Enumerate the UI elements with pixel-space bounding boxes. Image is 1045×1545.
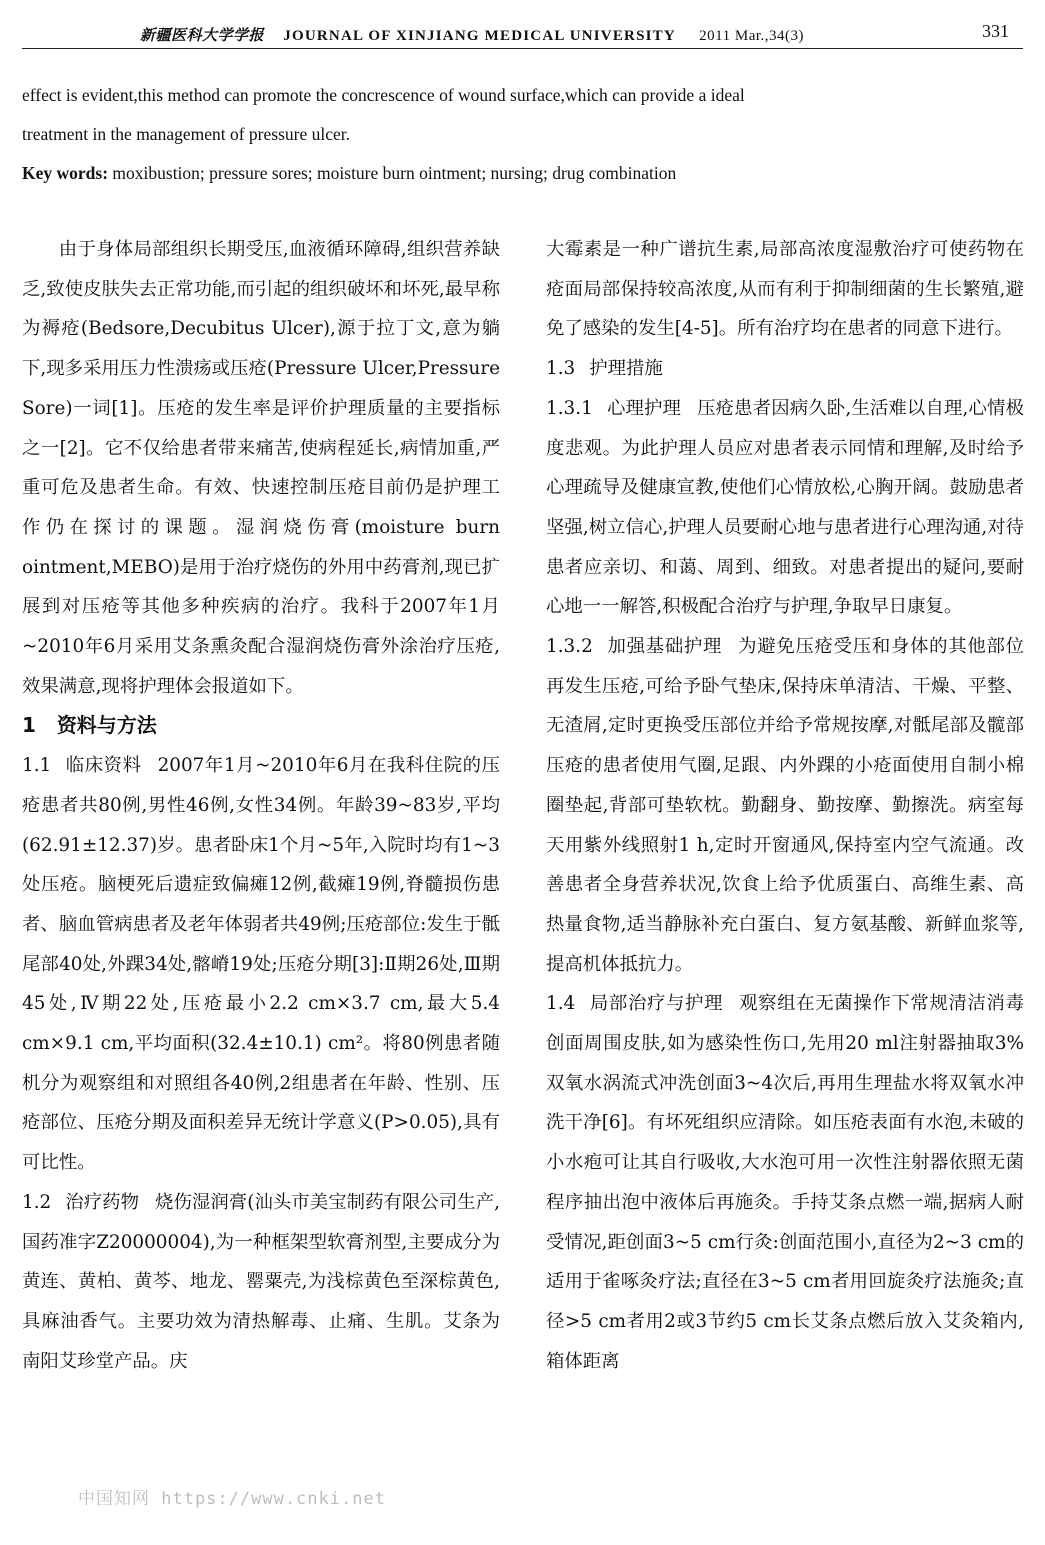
left-column bbox=[22, 230, 500, 1381]
section-1-heading bbox=[22, 706, 500, 746]
keywords bbox=[22, 154, 1027, 193]
subsection-text: 烧伤湿润膏(汕头市美宝制药有限公司生产,国药准字Z20000004),为一种框架型软膏剂型,主要成分为黄连、黄柏、黄芩、地龙、罂粟壳,为浅棕黄色至深棕黄色,具麻油香气。主要功效为清热解毒、止痛、生肌。艾条为南阳艾珍堂产品。庆 bbox=[22, 1191, 500, 1372]
subsection-title: 护理措施 bbox=[589, 358, 663, 380]
subsection-1-2 bbox=[22, 1183, 500, 1382]
subsection-text: 2007年1月~2010年6月在我科住院的压疮患者共80例,男性46例,女性34例。年龄39~83岁,平均(62.91±12.37)岁。患者卧床1个月~5年,入院时均有1~3处压疮。脑梗死后遗症致偏瘫12例,截瘫19例,脊髓损伤患者、脑血管病患者及老年体弱者共49例;压疮部位:发生于骶尾部40处,外踝34处,髂嵴19处;压疮分期[3]:Ⅱ期26处,Ⅲ期45处,Ⅳ期22处,压疮最小2.2 cm×3.7 cm,最大5.4 cm×9.1 cm,平均面积(32.4±10.1) cm²。将80例患者随机分为观察组和对照组各40例,2组患者在年龄、性别、压疮部位、压疮分期及面积差异无统计学意义(P>0.05),具有可比性。 bbox=[22, 755, 500, 1174]
keywords-text: moxibustion; pressure sores; moisture burn ointment; nursing; drug combination bbox=[108, 163, 677, 183]
subsection-number: 1.2 bbox=[22, 1191, 52, 1213]
running-header bbox=[22, 18, 1023, 49]
subsection-1-1 bbox=[22, 746, 500, 1183]
abstract-block bbox=[22, 76, 1027, 193]
subsection-title: 治疗药物 bbox=[65, 1191, 140, 1213]
section-title: 资料与方法 bbox=[56, 713, 157, 738]
journal-name-cn: 新疆医科大学学报 bbox=[140, 26, 265, 44]
subsection-number: 1.3.1 bbox=[546, 397, 593, 419]
abstract-line-2: treatment in the management of pressure ulcer. bbox=[22, 124, 350, 144]
subsection-1-3 bbox=[546, 349, 1024, 389]
right-column bbox=[546, 230, 1024, 1381]
subsection-1-3-1 bbox=[546, 389, 1024, 627]
subsection-text: 观察组在无菌操作下常规清洁消毒创面周围皮肤,如为感染性伤口,先用20 ml注射器抽取3%双氧水涡流式冲洗创面3~4次后,再用生理盐水将双氧水冲洗干净[6]。有坏死组织应清除。如压疮表面有水泡,未破的小水疱可让其自行吸收,大水泡可用一次性注射器依照无菌程序抽出泡中液体后再施灸。手持艾条点燃一端,据病人耐受情况,距创面3~5 cm行灸:创面范围小,直径为2~3 cm的适用于雀啄灸疗法;直径在3~5 cm者用回旋灸疗法施灸;直径>5 cm者用2或3节约5 cm长艾条点燃后放入艾灸箱内,箱体距离 bbox=[546, 993, 1024, 1372]
subsection-number: 1.1 bbox=[22, 755, 52, 777]
subsection-title: 心理护理 bbox=[606, 397, 682, 419]
section-number: 1 bbox=[22, 713, 36, 738]
subsection-text: 为避免压疮受压和身体的其他部位再发生压疮,可给予卧气垫床,保持床单清洁、干燥、平整、无渣屑,定时更换受压部位并给予常规按摩,对骶尾部及髋部压疮的患者使用气圈,足跟、内外踝的小疮面使用自制小棉圈垫起,背部可垫软枕。勤翻身、勤按摩、勤擦洗。病室每天用紫外线照射1 h,定时开窗通风,保持室内空气流通。改善患者全身营养状况,饮食上给予优质蛋白、高维生素、高热量食物,适当静脉补充白蛋白、复方氨基酸、新鲜血浆等,提高机体抵抗力。 bbox=[546, 636, 1024, 975]
intro-paragraph: 由于身体局部组织长期受压,血液循环障碍,组织营养缺乏,致使皮肤失去正常功能,而引起的组织破坏和坏死,最早称为褥疮(Bedsore,Decubitus Ulcer),源于拉丁文,意为躺下,现多采用压力性溃疡或压疮(Pressure Ulcer,Pressure Sore)一词[1]。压疮的发生率是评价护理质量的主要指标之一[2]。它不仅给患者带来痛苦,使病程延长,病情加重,严重可危及患者生命。有效、快速控制压疮目前仍是护理工作仍在探讨的课题。湿润烧伤膏(moisture burn ointment,MEBO)是用于治疗烧伤的外用中药膏剂,现已扩展到对压疮等其他多种疾病的治疗。我科于2007年1月~2010年6月采用艾条熏灸配合湿润烧伤膏外涂治疗压疮,效果满意,现将护理体会报道如下。 bbox=[22, 239, 501, 697]
abstract-line-1: effect is evident,this method can promote the concrescence of wound surface,which can provide a ideal bbox=[22, 85, 745, 105]
subsection-title: 加强基础护理 bbox=[606, 636, 723, 658]
journal-header bbox=[140, 24, 804, 45]
subsection-text: 压疮患者因病久卧,生活难以自理,心情极度悲观。为此护理人员应对患者表示同情和理解,及时给予心理疏导及健康宣教,使他们心情放松,心胸开阔。鼓励患者坚强,树立信心,护理人员要耐心地与患者进行心理沟通,对待患者应亲切、和蔼、周到、细致。对患者提出的疑问,要耐心地一一解答,积极配合治疗与护理,争取早日康复。 bbox=[546, 397, 1024, 618]
cnki-watermark: 中国知网 https://www.cnki.net bbox=[78, 1489, 386, 1509]
continued-paragraph: 大霉素是一种广谱抗生素,局部高浓度湿敷治疗可使药物在疮面局部保持较高浓度,从而有利于抑制细菌的生长繁殖,避免了感染的发生[4-5]。所有治疗均在患者的同意下进行。 bbox=[546, 239, 1024, 340]
subsection-1-4 bbox=[546, 984, 1024, 1381]
subsection-number: 1.3.2 bbox=[546, 636, 593, 658]
journal-name-en: JOURNAL OF XINJIANG MEDICAL UNIVERSITY bbox=[283, 28, 676, 44]
subsection-number: 1.3 bbox=[546, 358, 576, 380]
subsection-1-3-2 bbox=[546, 627, 1024, 984]
subsection-title: 临床资料 bbox=[65, 755, 142, 777]
volume-info: 2011 Mar.,34(3) bbox=[699, 28, 805, 44]
subsection-title: 局部治疗与护理 bbox=[589, 993, 724, 1015]
page-number: 331 bbox=[982, 21, 1009, 41]
subsection-number: 1.4 bbox=[546, 993, 576, 1015]
keywords-label: Key words: bbox=[22, 163, 109, 183]
